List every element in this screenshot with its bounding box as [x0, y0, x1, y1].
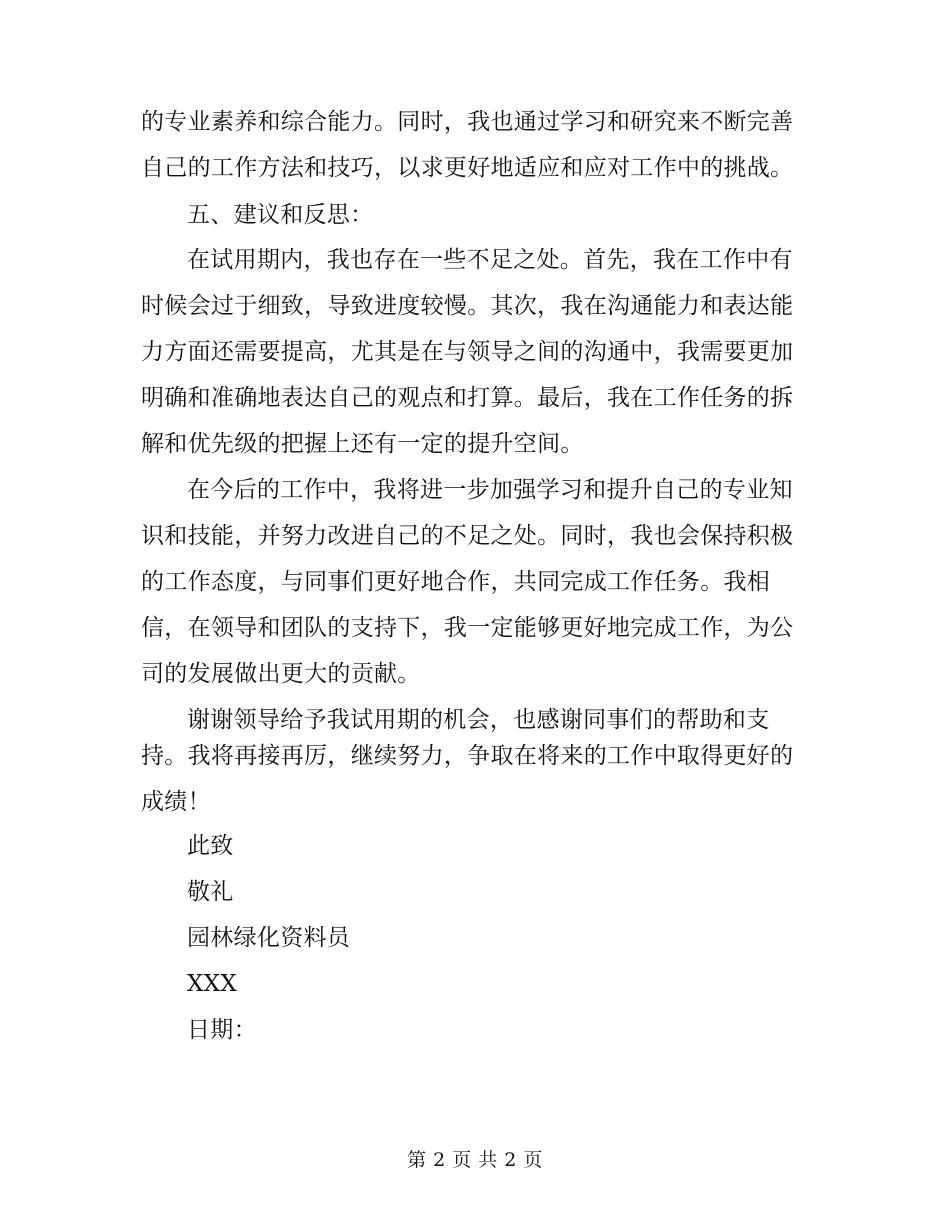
paragraph-line: 信，在领导和团队的支持下，我一定能够更好地完成工作，为公 — [141, 615, 794, 641]
paragraph-line: 解和优先级的把握上还有一定的提升空间。 — [141, 431, 584, 457]
signature-name: XXX — [187, 971, 238, 997]
paragraph-line: 谢谢领导给予我试用期的机会，也感谢同事们的帮助和支 — [187, 707, 770, 733]
signature-date: 日期： — [187, 1017, 257, 1043]
closing-salutation: 此致 — [187, 833, 234, 859]
paragraph-line: 的工作态度，与同事们更好地合作，共同完成工作任务。我相 — [141, 569, 771, 595]
signature-position: 园林绿化资料员 — [187, 925, 351, 951]
paragraph-line: 力方面还需要提高，尤其是在与领导之间的沟通中，我需要更加 — [141, 339, 794, 365]
paragraph-line: 自己的工作方法和技巧，以求更好地适应和应对工作中的挑战。 — [141, 155, 794, 181]
page-number-footer: 第 2 页 共 2 页 — [407, 1149, 543, 1171]
paragraph-line: 持。我将再接再厉，继续努力，争取在将来的工作中取得更好的 — [141, 743, 794, 769]
paragraph-line: 时候会过于细致，导致进度较慢。其次，我在沟通能力和表达能 — [141, 293, 794, 319]
section-heading: 五、建议和反思： — [187, 202, 374, 228]
paragraph-line: 司的发展做出更大的贡献。 — [141, 661, 421, 687]
paragraph-line: 在试用期内，我也存在一些不足之处。首先，我在工作中有 — [187, 247, 793, 273]
paragraph-line: 成绩！ — [141, 789, 211, 815]
paragraph-line: 在今后的工作中，我将进一步加强学习和提升自己的专业知 — [187, 477, 793, 503]
paragraph-line: 的专业素养和综合能力。同时，我也通过学习和研究来不断完善 — [141, 109, 794, 135]
closing-regards: 敬礼 — [187, 879, 234, 905]
paragraph-line: 识和技能，并努力改进自己的不足之处。同时，我也会保持积极 — [141, 523, 794, 549]
paragraph-line: 明确和准确地表达自己的观点和打算。最后，我在工作任务的拆 — [141, 385, 794, 411]
